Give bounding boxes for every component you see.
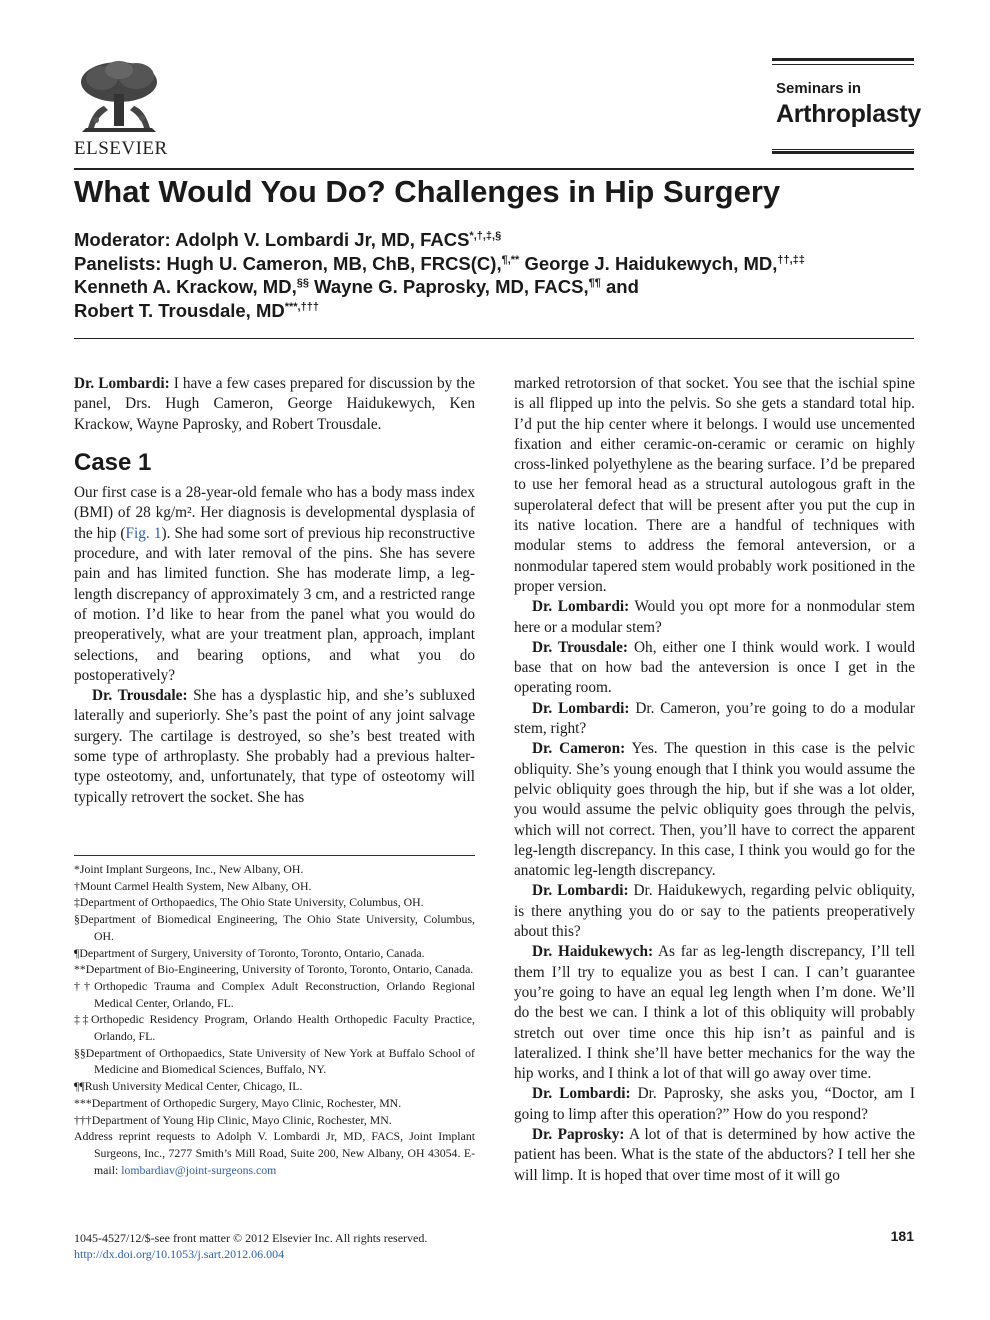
paragraph-lombardi-5 [514, 1084, 915, 1125]
speaker-label: Dr. Lombardi: [532, 699, 630, 717]
speaker-label: Dr. Lombardi: [532, 882, 629, 900]
panelist-haidukewych: George J. Haidukewych, MD, [524, 252, 778, 274]
footer-info [74, 1230, 427, 1262]
footnote: ¶Department of Surgery, University of Toronto, Toronto, Ontario, Canada. [74, 945, 425, 960]
paragraph-text: Dr. Cameron, you’re going to do a modular stem, right? [514, 699, 915, 738]
footnote: ‡Department of Orthopaedics, The Ohio State University, Columbus, OH. [74, 895, 424, 910]
page-number: 181 [890, 1228, 914, 1244]
speaker-label: Dr. Lombardi: [532, 1085, 631, 1103]
footnote: §Department of Biomedical Engineering, The Ohio State University, Columbus, OH. [74, 912, 475, 943]
moderator-name: Adolph V. Lombardi Jr, MD, FACS [175, 229, 470, 250]
paragraph-text: A lot of that is determined by how active the patient has been. What is the state of the abductors? I tell her she will limp. It is hoped that over time most of it will go [514, 1125, 915, 1184]
doi-link[interactable]: http://dx.doi.org/10.1053/j.sart.2012.06.004 [74, 1247, 285, 1261]
author-list [74, 228, 914, 322]
left-column [74, 374, 475, 808]
speaker-label: Dr. Haidukewych: [532, 943, 654, 961]
reprint-text: Address reprint requests to Adolph V. Lombardi Jr, MD, FACS, Joint Implant Surgeons, Inc., 7277 Smith’s Mill Road, Suite 200, New Albany, OH 43054. E-mail: [74, 1129, 475, 1177]
paragraph-text: She has a dysplastic hip, and she’s subluxed laterally and superiorly. She’s past the point of any joint salvage surgery. The cartilage is destroyed, so she’s best treated with some type of arthroplasty. She probably had a previous halter-type osteotomy, and, unfortunately, that type of osteotomy will typically retrovert the socket. She has [74, 687, 475, 806]
paragraph-text: I have a few cases prepared for discussion by the panel, Drs. Hugh Cameron, George Haidukewych, Ken Krackow, Wayne Paprosky, and Robert Trousdale. [74, 375, 475, 433]
paragraph-text: As far as leg-length discrepancy, I’ll tell them I’ll try to equalize you as best I can. I can’t guarantee you’re going to have an equal leg length when I’m done. We’ll do the best we can. I think a lot of this obliquity will probably stretch out over time once this hip isn’t as painful and is lateralized. I think she’ll have better mechanics for the way the hip works, and I think a lot of that will go away over time. [514, 943, 915, 1083]
footnote: *Joint Implant Surgeons, Inc., New Albany, OH. [74, 862, 304, 876]
footnote: ***Department of Orthopedic Surgery, Mayo Clinic, Rochester, MN. [74, 1095, 402, 1110]
panelist-krackow: Kenneth A. Krackow, MD, [74, 276, 297, 297]
speaker-label: Dr. Lombardi: [74, 375, 170, 392]
journal-masthead [772, 58, 922, 154]
and-text: and [605, 276, 639, 297]
email-link[interactable]: lombardiav@joint-surgeons.com [121, 1162, 277, 1177]
speaker-label: Dr. Cameron: [532, 740, 626, 758]
footnote: ††Orthopedic Trauma and Complex Adult Reconstruction, Orlando Regional Medical Center, Orlando, FL. [74, 978, 475, 1010]
paragraph-text: Dr. Haidukewych, regarding pelvic obliquity, is there anything you do or say to the patients preoperatively about this? [514, 882, 915, 941]
haidukewych-affiliations[interactable]: ††,‡‡ [777, 253, 805, 266]
paragraph-text: ). She had some sort of previous hip reconstructive procedure, and with later removal of the pins. She has severe pain and has limited function. She has moderate limp, a leg-length discrepancy of approximately 3 cm, and a restricted range of motion. I’d like to hear from the panel what you would do preoperatively, what are your treatment plan, approach, implant selections, and bearing options, and what you do postoperatively? [74, 524, 475, 684]
authors-rule [74, 338, 914, 339]
article-title: What Would You Do? Challenges in Hip Surgery [74, 174, 781, 209]
footnote: †Mount Carmel Health System, New Albany, OH. [74, 878, 312, 893]
speaker-label: Dr. Trousdale: [532, 638, 628, 656]
footnote: ¶¶Rush University Medical Center, Chicago, IL. [74, 1079, 303, 1094]
paragraph-text: Oh, either one I think would work. I would base that on how bad the anteversion is once I get in the operating room. [514, 638, 915, 697]
figure-1-link[interactable]: Fig. 1 [125, 524, 162, 542]
footnote-rule [74, 855, 475, 856]
trousdale-affiliations[interactable]: ***,††† [284, 300, 319, 313]
paragraph-text: Our first case is a 28-year-old female who has a body mass index (BMI) of 28 kg/m². Her diagnosis is developmental dysplasia of the hip ( [74, 484, 475, 542]
panelist-paprosky: Wayne G. Paprosky, MD, FACS, [314, 276, 589, 297]
footnote: †††Department of Young Hip Clinic, Mayo Clinic, Rochester, MN. [74, 1112, 392, 1127]
paragraph-trousdale-2 [514, 638, 915, 699]
paragraph-lombardi-3 [514, 699, 915, 740]
journal-prefix: Seminars in [776, 80, 862, 97]
paragraph-text: Dr. Paprosky, she asks you, “Doctor, am I going to limp after this operation?” How do you respond? [514, 1085, 915, 1123]
right-column [514, 374, 915, 1186]
speaker-label: Dr. Trousdale: [92, 687, 188, 705]
paragraph-trousdale-1 [74, 686, 475, 808]
title-rule [74, 168, 914, 170]
moderator-label: Moderator: [74, 229, 171, 250]
paragraph-lombardi-4 [514, 881, 915, 942]
issn-copyright: 1045-4527/12/$-see front matter © 2012 Elsevier Inc. All rights reserved. [74, 1231, 428, 1245]
footnote: ‡‡Orthopedic Residency Program, Orlando Health Orthopedic Faculty Practice, Orlando, FL. [74, 1012, 475, 1044]
speaker-label: Dr. Paprosky: [532, 1125, 625, 1143]
paprosky-affiliations[interactable]: ¶¶ [588, 277, 601, 289]
paragraph-trousdale-1-continued: marked retrotorsion of that socket. You see that the ischial spine is all flipped up into the pelvis. So she gets a standard total hip. I’d put the hip center where it belongs. I would use uncemented fixation and either ceramic-on-ceramic or ceramic on highly cross-linked polyethylene as the bearing surface. I’d be prepared to use her femoral head as a structural autologous graft in the superolateral defect that will be present after you put the cup in its native location. There are a handful of techniques with modular stems to address the femoral anteversion, or a nonmodular tapered stem would probably work positioned in the proper version. [514, 375, 915, 595]
publisher-name: ELSEVIER [74, 138, 168, 159]
krackow-affiliations[interactable]: §§ [296, 277, 309, 289]
footnote: **Department of Bio-Engineering, University of Toronto, Toronto, Ontario, Canada. [74, 962, 474, 977]
paragraph-case-description [74, 483, 475, 686]
speaker-label: Dr. Lombardi: [532, 598, 630, 616]
reprint-address [74, 1128, 475, 1178]
paragraph-paprosky [514, 1125, 915, 1186]
moderator-affiliations[interactable]: *,†,‡,§ [469, 230, 502, 242]
paragraph-intro [74, 374, 475, 435]
panelists-label: Panelists: [74, 252, 162, 274]
section-heading-case-1: Case 1 [74, 448, 152, 476]
paragraph-text: Yes. The question in this case is the pelvic obliquity. She’s young enough that I think you would assume the pelvic obliquity goes through the hip, but if she was a lot older, you would assume the pelvic obliquity goes through the pelvis, which will not correct. Then, you’ll have to correct the apparent leg-length discrepancy. In this case, I think you would go for the anatomic leg-length discrepancy. [514, 740, 915, 880]
panelist-trousdale: Robert T. Trousdale, MD [74, 299, 285, 321]
paragraph-cameron [514, 739, 915, 881]
journal-name: Arthroplasty [776, 100, 922, 128]
paragraph-lombardi-2 [514, 597, 915, 638]
footnotes [74, 861, 475, 1178]
cameron-affiliations[interactable]: ¶,** [501, 253, 520, 266]
paragraph-text: Would you opt more for a nonmodular stem here or a modular stem? [514, 598, 915, 636]
panelist-cameron: Hugh U. Cameron, MB, ChB, FRCS(C), [166, 252, 502, 274]
paragraph-haidukewych [514, 942, 915, 1084]
footnote: §§Department of Orthopaedics, State University of New York at Buffalo School of Medicine and Biomedical Sciences, Buffalo, NY. [74, 1045, 475, 1077]
